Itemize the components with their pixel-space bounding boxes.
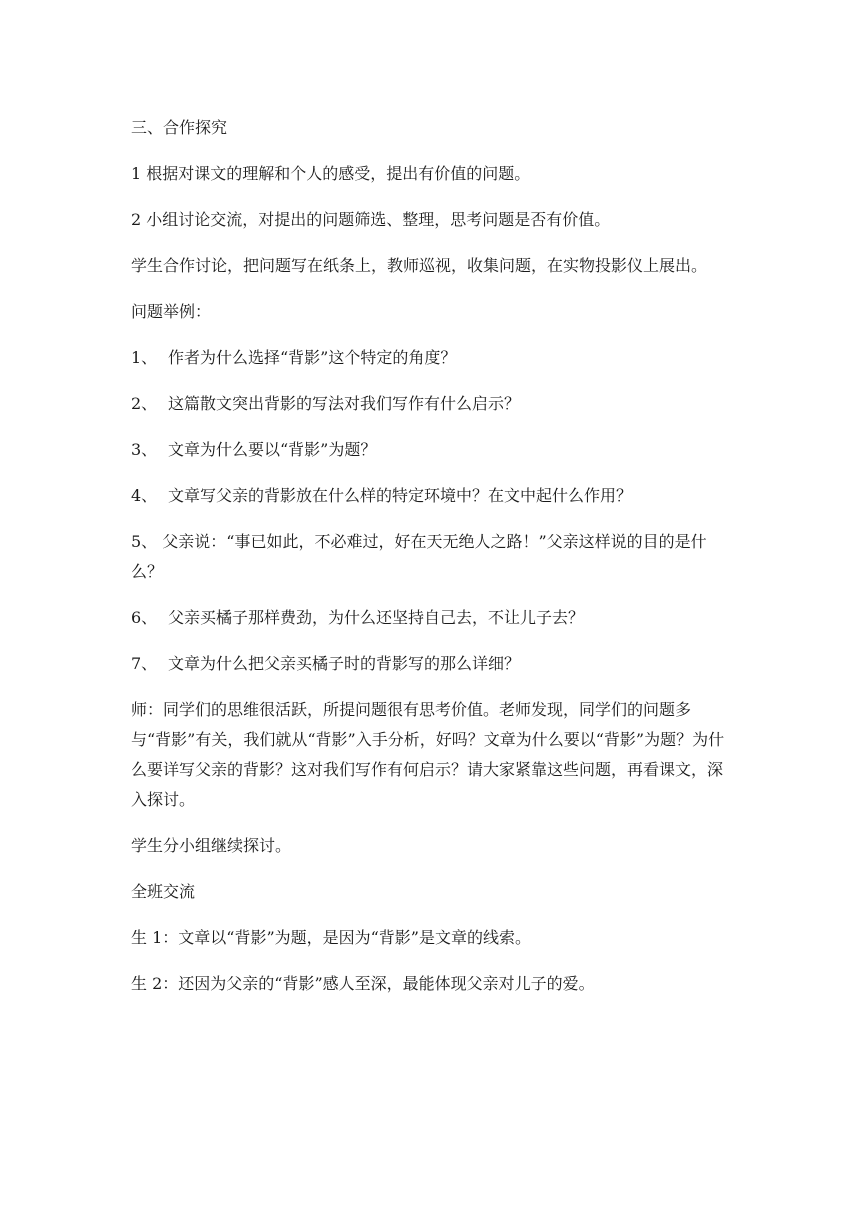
teacher-remark: 师：同学们的思维很活跃，所提问题很有思考价值。老师发现，同学们的问题多与“背影”有关，我们就从“背影”入手分析，好吗？文章为什么要以“背影”为题？为什么要详写父亲的背影？这对我们写作有何启示？请大家紧靠这些问题，再看课文，深入探讨。 (131, 700, 725, 809)
question-text: 文章为什么把父亲买橘子时的背影写的那么详细？ (168, 654, 521, 673)
class-exchange-heading: 全班交流 (131, 882, 196, 901)
examples-label: 问题举例： (131, 302, 212, 321)
intro-paragraph-2: 2 小组讨论交流，对提出的问题筛选、整理，思考问题是否有价值。 (131, 210, 611, 229)
question-item (131, 343, 731, 373)
group-discussion: 学生分小组继续探讨。 (131, 836, 292, 855)
section-heading: 三、合作探究 (131, 118, 228, 137)
question-item-wrapped (131, 527, 731, 587)
question-text: 作者为什么选择“背影”这个特定的角度？ (168, 348, 457, 367)
question-text: 文章写父亲的背影放在什么样的特定环境中？在文中起什么作用？ (168, 486, 633, 505)
question-text: 父亲说：“事已如此，不必难过，好在天无绝人之路！”父亲这样说的目的是什么？ (131, 532, 707, 581)
question-number: 7、 (131, 654, 158, 673)
question-item (131, 481, 731, 511)
question-number: 1、 (131, 348, 158, 367)
intro-paragraph-1: 1 根据对课文的理解和个人的感受，提出有价值的问题。 (131, 164, 531, 183)
question-number: 2、 (131, 394, 158, 413)
document-body (131, 113, 731, 1015)
question-item (131, 649, 731, 679)
intro-paragraph-3: 学生合作讨论，把问题写在纸条上，教师巡视，收集问题，在实物投影仪上展出。 (131, 256, 708, 275)
question-number: 4、 (131, 486, 158, 505)
question-text: 文章为什么要以“背影”为题？ (168, 440, 377, 459)
question-text: 父亲买橘子那样费劲，为什么还坚持自己去，不让儿子去？ (168, 608, 585, 627)
question-text: 这篇散文突出背影的写法对我们写作有什么启示？ (168, 394, 521, 413)
student-answer-1: 生 1：文章以“背影”为题，是因为“背影”是文章的线索。 (131, 928, 531, 947)
student-answer-2: 生 2：还因为父亲的“背影”感人至深，最能体现父亲对儿子的爱。 (131, 974, 595, 993)
question-item (131, 603, 731, 633)
question-number: 5、 (131, 532, 158, 551)
question-item (131, 435, 731, 465)
question-number: 6、 (131, 608, 158, 627)
question-item (131, 389, 731, 419)
question-number: 3、 (131, 440, 158, 459)
